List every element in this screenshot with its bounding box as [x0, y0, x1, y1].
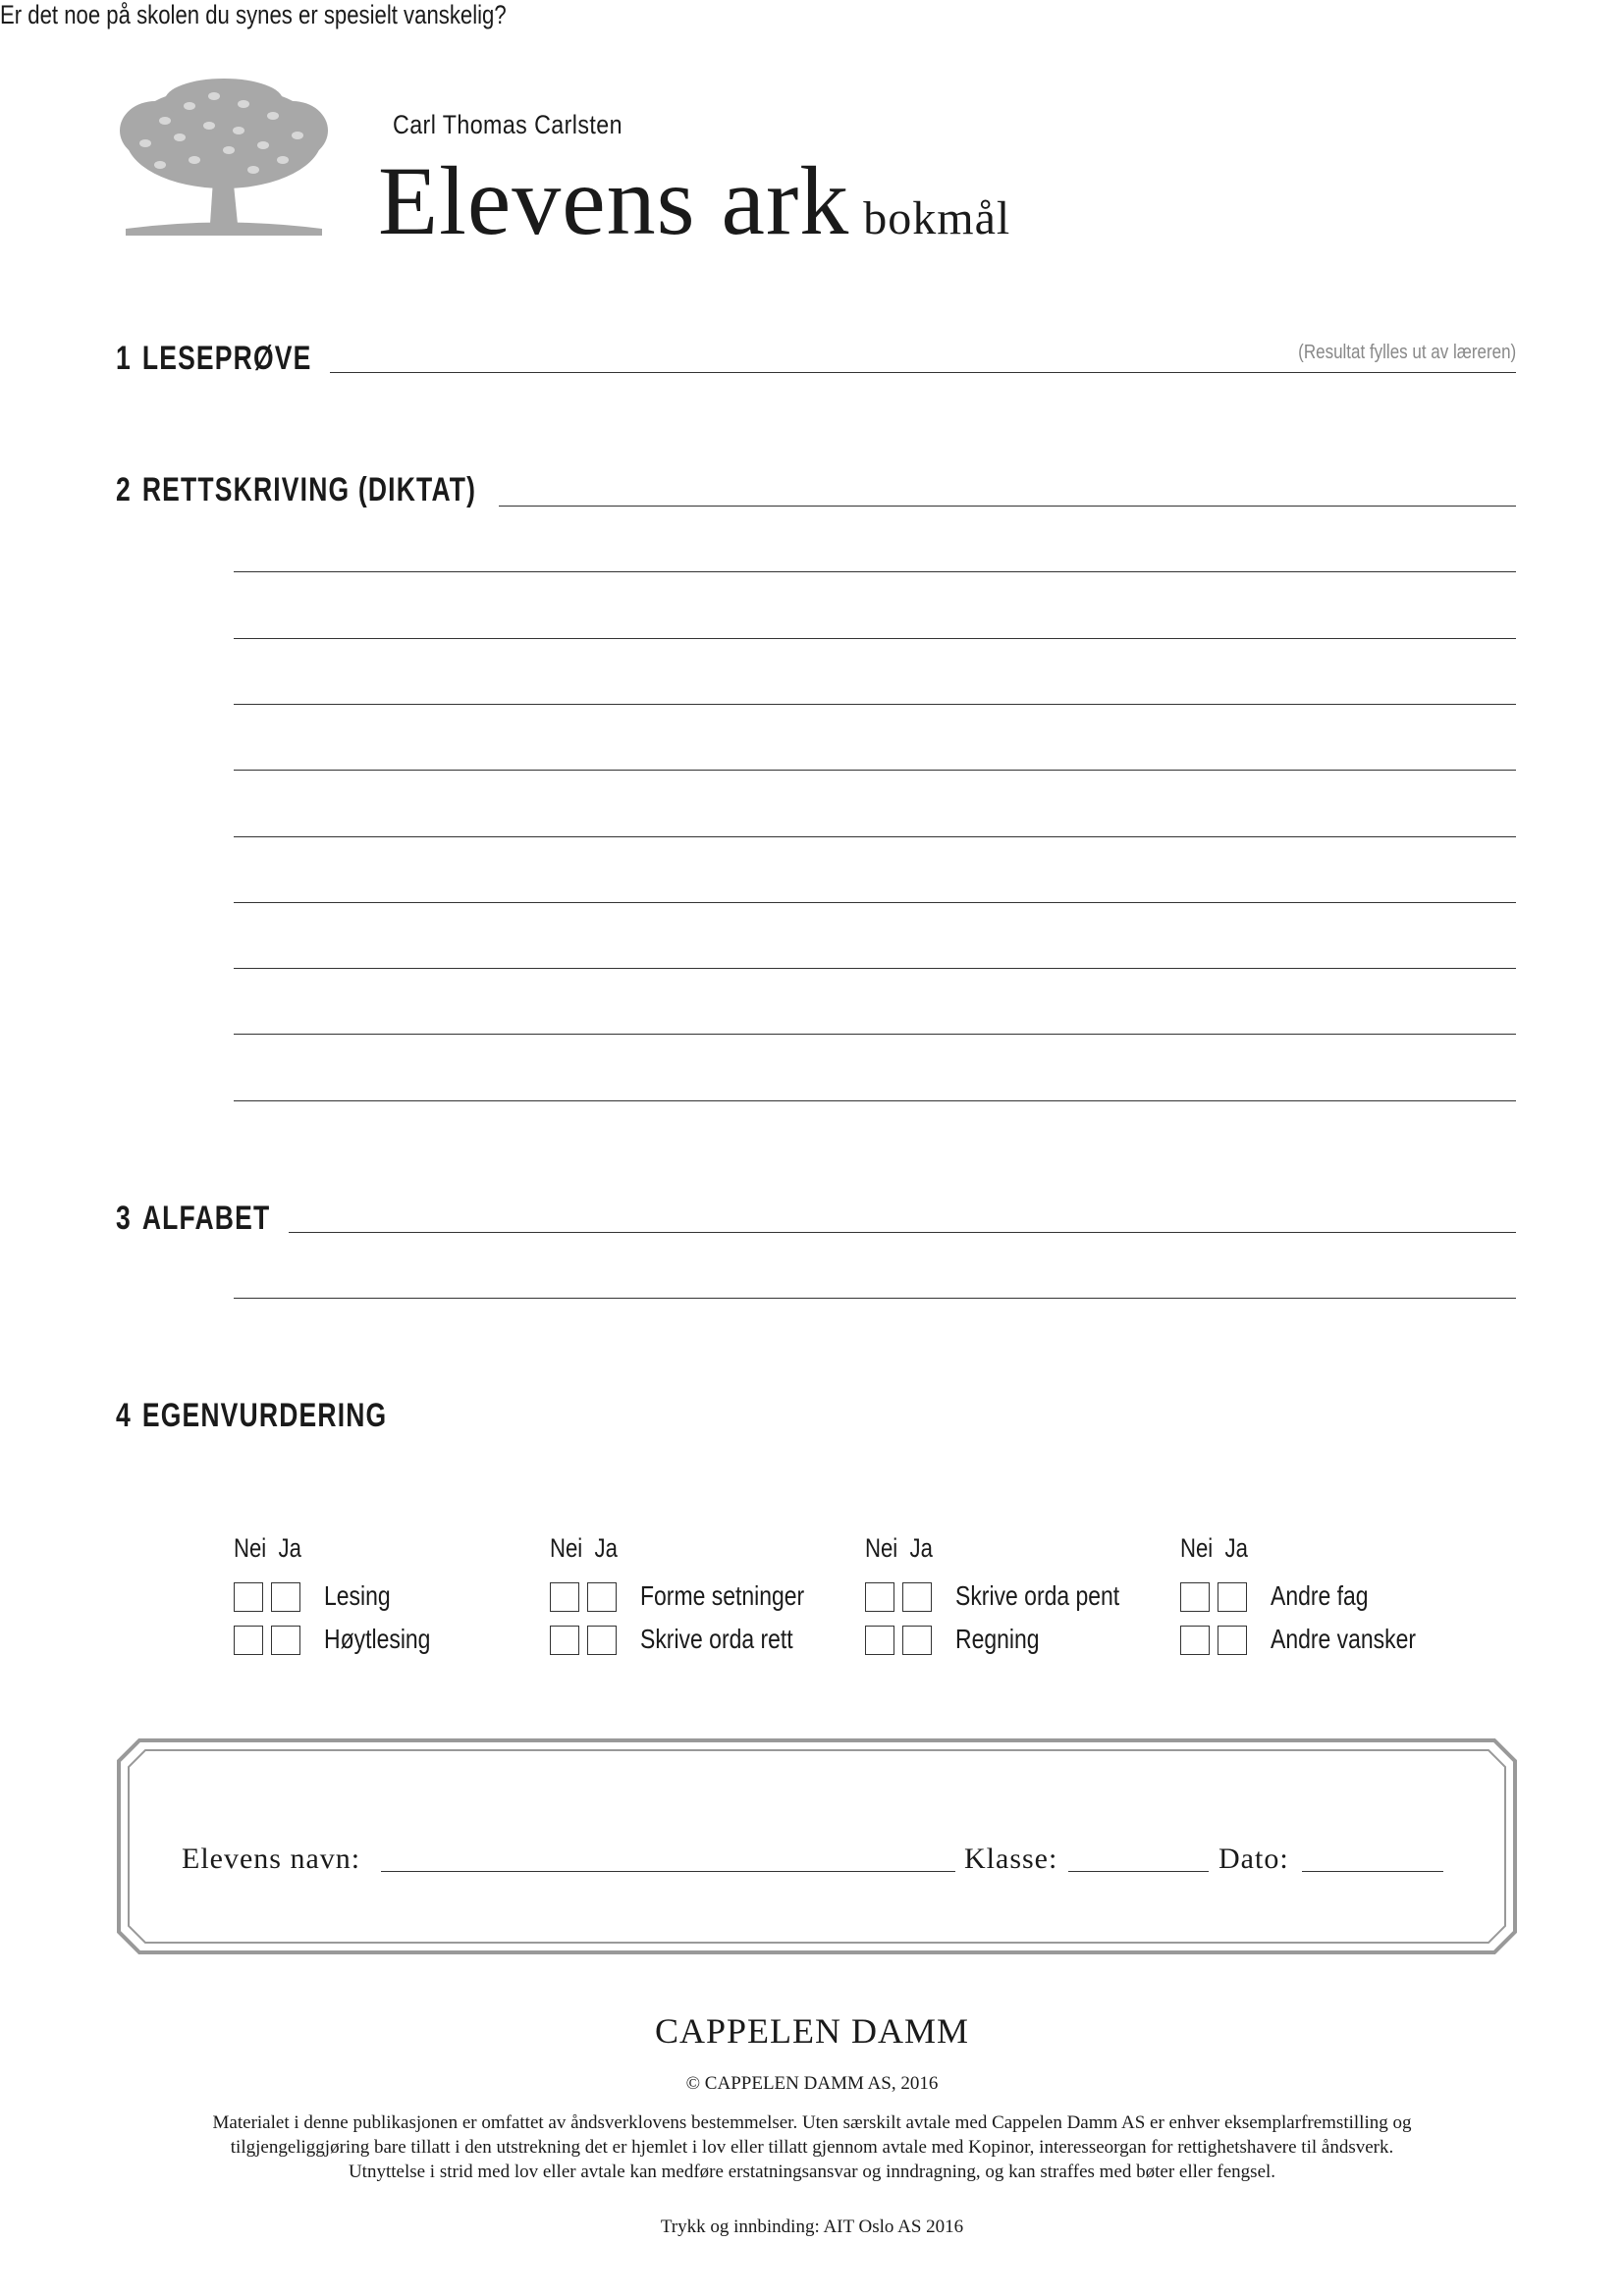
- yes-checkbox[interactable]: [587, 1626, 617, 1655]
- yes-checkbox[interactable]: [587, 1582, 617, 1612]
- yes-checkbox[interactable]: [271, 1626, 300, 1655]
- answer-line[interactable]: [234, 1034, 1516, 1035]
- answer-line[interactable]: [289, 1232, 1516, 1233]
- student-name-label: Elevens navn:: [182, 1842, 361, 1875]
- publisher-logo: CAPPELEN DAMM: [654, 2011, 970, 2051]
- yes-checkbox[interactable]: [902, 1626, 932, 1655]
- no-checkbox[interactable]: [550, 1582, 579, 1612]
- yes-checkbox[interactable]: [902, 1582, 932, 1612]
- option-label: Skrive orda rett: [640, 1624, 793, 1654]
- no-checkbox[interactable]: [1180, 1626, 1210, 1655]
- answer-line[interactable]: [234, 770, 1516, 771]
- no-label: Nei: [865, 1533, 898, 1563]
- answer-line[interactable]: [234, 638, 1516, 639]
- option-label: Regning: [955, 1624, 1040, 1654]
- yes-checkbox[interactable]: [1218, 1582, 1247, 1612]
- answer-line[interactable]: [234, 571, 1516, 572]
- class-label: Klasse:: [964, 1842, 1058, 1875]
- legal-line: Materialet i denne publikasjonen er omfattet av åndsverklovens bestemmelser. Uten særskilt avtale med Cappelen Damm AS er enhver eksemplarfremstilling og: [212, 2112, 1412, 2133]
- answer-line[interactable]: [234, 968, 1516, 969]
- yes-checkbox[interactable]: [1218, 1626, 1247, 1655]
- no-checkbox[interactable]: [865, 1582, 894, 1612]
- student-name-field[interactable]: [381, 1871, 955, 1872]
- yes-label: Ja: [594, 1533, 618, 1563]
- tree-icon: [116, 77, 332, 241]
- answer-line[interactable]: [234, 836, 1516, 837]
- yes-label: Ja: [1224, 1533, 1248, 1563]
- author-name: Carl Thomas Carlsten: [393, 110, 623, 139]
- page-title: [378, 146, 1011, 255]
- yes-label: Ja: [278, 1533, 301, 1563]
- yes-checkbox[interactable]: [271, 1582, 300, 1612]
- option-label: Høytlesing: [324, 1624, 431, 1654]
- answer-line[interactable]: [499, 506, 1516, 507]
- answer-line[interactable]: [234, 1100, 1516, 1101]
- page-subtitle: bokmål: [863, 192, 1011, 244]
- option-label: Andre vansker: [1271, 1624, 1417, 1654]
- date-field[interactable]: [1302, 1871, 1443, 1872]
- option-label: Skrive orda pent: [955, 1580, 1120, 1611]
- no-label: Nei: [550, 1533, 583, 1563]
- section-heading-leseprove: 1 LESEPRØVE: [116, 340, 312, 377]
- no-label: Nei: [1180, 1533, 1214, 1563]
- yes-label: Ja: [909, 1533, 933, 1563]
- legal-notice: [118, 2110, 1506, 2184]
- print-info: Trykk og innbinding: AIT Oslo AS 2016: [660, 2216, 964, 2237]
- option-label: Andre fag: [1271, 1580, 1369, 1611]
- section-heading-rettskriving: 2 RETTSKRIVING (DIKTAT): [116, 471, 477, 508]
- date-label: Dato:: [1218, 1842, 1289, 1875]
- teacher-note: (Resultat fylles ut av læreren): [1297, 342, 1516, 363]
- self-assessment-question: Er det noe på skolen du synes er spesielt vanskelig?: [0, 0, 507, 29]
- copyright-text: © CAPPELEN DAMM AS, 2016: [685, 2073, 939, 2094]
- answer-line[interactable]: [330, 372, 1516, 373]
- legal-line: Utnyttelse i strid med lov eller avtale kan medføre erstatningsansvar og inndragning, og kan straffes med bøter eller fengsel.: [348, 2162, 1276, 2182]
- section-heading-egenvurdering: 4 EGENVURDERING: [116, 1397, 388, 1434]
- no-checkbox[interactable]: [550, 1626, 579, 1655]
- no-checkbox[interactable]: [234, 1626, 263, 1655]
- answer-line[interactable]: [234, 902, 1516, 903]
- no-checkbox[interactable]: [1180, 1582, 1210, 1612]
- class-field[interactable]: [1068, 1871, 1209, 1872]
- option-label: Forme setninger: [640, 1580, 805, 1611]
- section-heading-alfabet: 3 ALFABET: [116, 1200, 271, 1237]
- no-label: Nei: [234, 1533, 267, 1563]
- no-checkbox[interactable]: [234, 1582, 263, 1612]
- option-label: Lesing: [324, 1580, 391, 1611]
- answer-line[interactable]: [234, 1298, 1516, 1299]
- no-checkbox[interactable]: [865, 1626, 894, 1655]
- page-title-text: Elevens ark: [378, 146, 850, 255]
- legal-line: tilgjengeliggjøring bare tillatt i den utstrekning det er hjemlet i lov eller tillatt gjennom avtale med Kopinor, interesseorgan for rettighetshavere til åndsverk.: [230, 2137, 1394, 2158]
- answer-line[interactable]: [234, 704, 1516, 705]
